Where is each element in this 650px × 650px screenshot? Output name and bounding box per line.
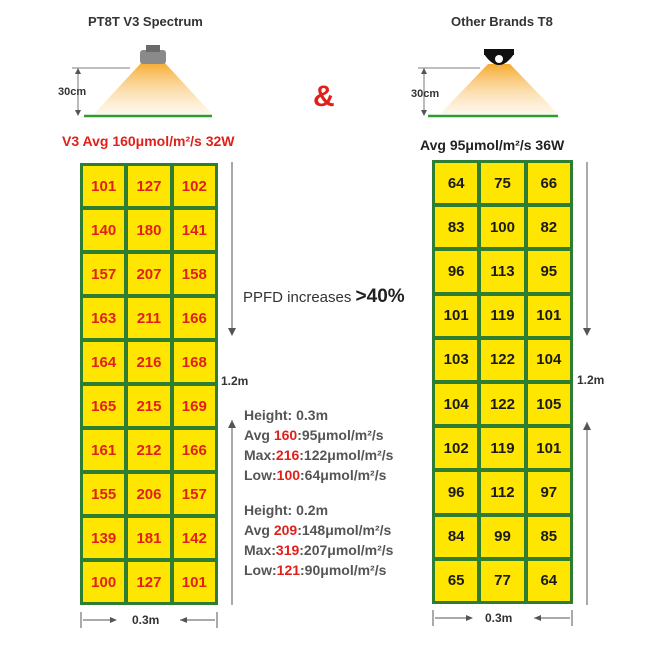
right-grid-cell: 104	[435, 384, 477, 424]
left-grid-cell: 168	[174, 342, 215, 382]
right-lamp-diagram	[400, 40, 600, 125]
left-grid-cell: 215	[128, 386, 169, 426]
right-grid-cell: 83	[435, 207, 477, 247]
left-grid-cell: 212	[128, 430, 169, 470]
right-grid-cell: 101	[435, 296, 477, 336]
left-grid-cell: 100	[83, 562, 124, 602]
left-grid-cell: 155	[83, 474, 124, 514]
right-grid-cell: 112	[481, 472, 523, 512]
right-length-label: 1.2m	[577, 373, 605, 387]
left-grid-cell: 101	[174, 562, 215, 602]
stats2-low: Low:121:90μmol/m²/s	[244, 562, 387, 578]
left-grid-cell: 127	[128, 166, 169, 206]
stats2-max: Max:319:207μmol/m²/s	[244, 542, 394, 558]
ppfd-increase-value: >40%	[355, 286, 405, 307]
right-grid-cell: 122	[481, 384, 523, 424]
right-grid-cell: 104	[528, 340, 570, 380]
stats-height-02	[244, 500, 393, 580]
right-grid-cell: 65	[435, 561, 477, 601]
left-grid-cell: 102	[174, 166, 215, 206]
right-grid-cell: 64	[528, 561, 570, 601]
right-subtitle: Avg 95μmol/m²/s 36W	[420, 137, 565, 153]
right-width-label: 0.3m	[485, 611, 513, 625]
left-width-label: 0.3m	[132, 613, 160, 627]
left-grid-cell: 158	[174, 254, 215, 294]
left-light-cone	[94, 62, 212, 114]
left-grid-cell: 139	[83, 518, 124, 558]
right-ppfd-grid	[432, 160, 573, 604]
right-grid-cell: 99	[481, 517, 523, 557]
left-grid-cell: 206	[128, 474, 169, 514]
right-grid-cell: 103	[435, 340, 477, 380]
left-grid-cell: 169	[174, 386, 215, 426]
right-grid-cell: 66	[528, 163, 570, 203]
right-grid-cell: 85	[528, 517, 570, 557]
left-grid-cell: 140	[83, 210, 124, 250]
right-light-cone	[440, 64, 558, 114]
right-grid-cell: 105	[528, 384, 570, 424]
left-grid-cell: 157	[174, 474, 215, 514]
right-grid-cell: 113	[481, 251, 523, 291]
left-ppfd-grid	[80, 163, 218, 605]
right-grid-cell: 82	[528, 207, 570, 247]
right-grid-cell: 96	[435, 472, 477, 512]
right-grid-cell: 119	[481, 428, 523, 468]
right-grid-cell: 101	[528, 428, 570, 468]
right-grid-cell: 119	[481, 296, 523, 336]
stats1-avg: Avg 160:95μmol/m²/s	[244, 427, 384, 443]
left-grid-cell: 101	[83, 166, 124, 206]
stats1-max: Max:216:122μmol/m²/s	[244, 447, 394, 463]
right-grid-cell: 96	[435, 251, 477, 291]
left-grid-cell: 211	[128, 298, 169, 338]
right-grid-cell: 75	[481, 163, 523, 203]
left-title: PT8T V3 Spectrum	[88, 14, 203, 29]
right-grid-cell: 102	[435, 428, 477, 468]
right-grid-cell: 122	[481, 340, 523, 380]
left-grid-cell: 142	[174, 518, 215, 558]
left-grid-cell: 166	[174, 298, 215, 338]
right-grid-cell: 84	[435, 517, 477, 557]
left-grid-cell: 165	[83, 386, 124, 426]
left-lamp-icon	[140, 50, 166, 64]
left-grid-cell: 157	[83, 254, 124, 294]
left-grid-cell: 216	[128, 342, 169, 382]
left-height-label: 30cm	[58, 86, 87, 98]
right-grid-cell: 101	[528, 296, 570, 336]
right-title: Other Brands T8	[451, 14, 553, 29]
stats2-height: Height: 0.2m	[244, 502, 329, 518]
stats1-height: Height: 0.3m	[244, 407, 329, 423]
right-height-label: 30cm	[411, 88, 440, 100]
ppfd-increase-text: PPFD increases >40%	[243, 286, 405, 307]
left-grid-cell: 180	[128, 210, 169, 250]
left-lamp-diagram	[60, 40, 260, 125]
left-length-label: 1.2m	[221, 374, 249, 388]
right-grid-cell: 95	[528, 251, 570, 291]
left-grid-cell: 166	[174, 430, 215, 470]
left-grid-cell: 161	[83, 430, 124, 470]
left-grid-cell: 181	[128, 518, 169, 558]
stats2-avg: Avg 209:148μmol/m²/s	[244, 522, 392, 538]
left-subtitle: V3 Avg 160μmol/m²/s 32W	[62, 133, 235, 149]
left-grid-cell: 207	[128, 254, 169, 294]
left-grid-cell: 164	[83, 342, 124, 382]
left-grid-cell: 141	[174, 210, 215, 250]
right-grid-cell: 77	[481, 561, 523, 601]
ampersand: &	[313, 80, 335, 113]
left-grid-cell: 127	[128, 562, 169, 602]
right-grid-cell: 64	[435, 163, 477, 203]
stats-height-03	[244, 405, 393, 485]
stats1-low: Low:100:64μmol/m²/s	[244, 467, 387, 483]
left-grid-cell: 163	[83, 298, 124, 338]
right-grid-cell: 100	[481, 207, 523, 247]
right-grid-cell: 97	[528, 472, 570, 512]
